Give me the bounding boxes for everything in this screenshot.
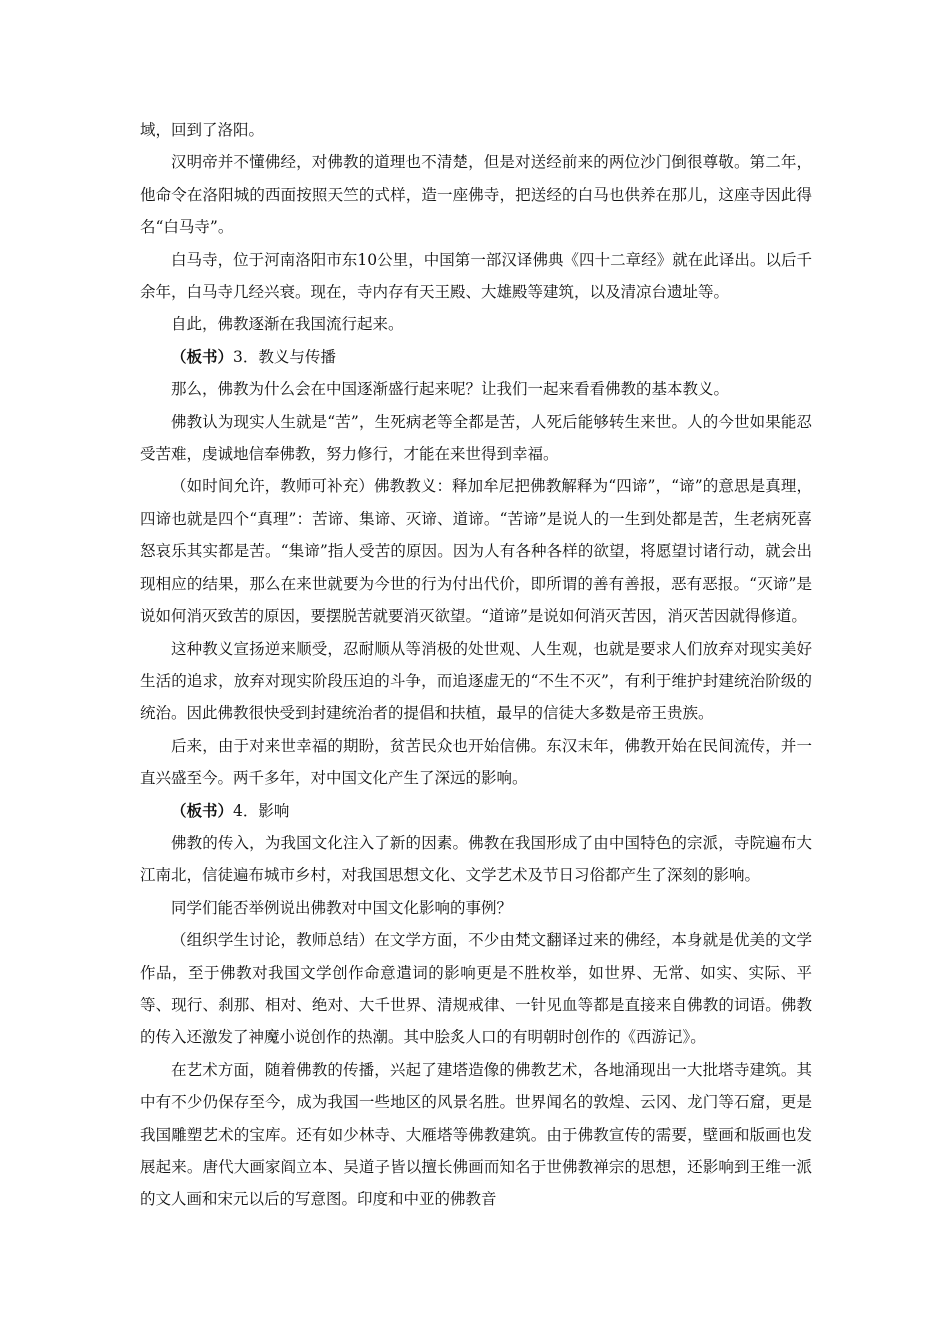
paragraph-literature: （组织学生讨论，教师总结）在文学方面，不少由梵文翻译过来的佛经，本身就是优美的文学作品，至于佛教对我国文学创作命意遣词的影响更是不胜枚举，如世界、无常、如实、实际、平等、现行、刹那、相对、绝对、大千世界、清规戒律、一针见血等都是直接来自佛教的词语。佛教的传入还激发了神魔小说创作的热潮。其中脍炙人口的有明朝时创作的《西游记》。 [140, 931, 812, 1047]
paragraph-art: 在艺术方面，随着佛教的传播，兴起了建塔造像的佛教艺术，各地涌现出一大批塔寺建筑。其中有不少仍保存至今，成为我国一些地区的风景名胜。世界闻名的敦煌、云冈、龙门等石窟，更是我国雕塑艺术的宝库。还有如少林寺、大雁塔等佛教建筑。由于佛教宣传的需要，壁画和版画也发展起来。唐代大画家阎立本、吴道子皆以擅长佛画而知名于世佛教禅宗的思想，还影响到王维一派的文人画和宋元以后的写意图。印度和中亚的佛教音 [140, 1060, 812, 1209]
paragraph-white-horse-temple-origin: 汉明帝并不懂佛经，对佛教的道理也不清楚，但是对送经前来的两位沙门倒很尊敬。第二年，他命令在洛阳城的西面按照天竺的式样，造一座佛寺，把送经的白马也供养在那儿，这座寺因此得名“白马寺”。 [140, 153, 812, 237]
paragraph-influence-intro: 佛教的传入，为我国文化注入了新的因素。佛教在我国形成了由中国特色的宗派，寺院遍布大江南北，信徒遍布城市乡村，对我国思想文化、文学艺术及节日习俗都产生了深刻的影响。 [140, 833, 812, 885]
document-page [140, 114, 812, 1216]
paragraph-white-horse-temple-location: 白马寺，位于河南洛阳市东10公里，中国第一部汉译佛典《四十二章经》就在此译出。以后千余年，白马寺几经兴衰。现在，寺内存有天王殿、大雄殿等建筑，以及清凉台遗址等。 [140, 250, 812, 302]
section-title: 4．影响 [233, 801, 290, 820]
paragraph-question: 同学们能否举例说出佛教对中国文化影响的事例？ [171, 898, 513, 917]
paragraph-buddhism-spread: 自此，佛教逐渐在我国流行起来。 [171, 315, 404, 334]
paragraph-suffering: 佛教认为现实人生就是“苦”，生死病老等全都是苦，人死后能够转生来世。人的今世如果能忍受苦难，虔诚地信奉佛教，努力修行，才能在来世得到幸福。 [140, 412, 812, 464]
paragraph-commoners: 后来，由于对来世幸福的期盼，贫苦民众也开始信佛。东汉末年，佛教开始在民间流传，并一直兴盛至今。两千多年，对中国文化产生了深远的影响。 [140, 736, 812, 788]
paragraph-four-truths: （如时间允许，教师可补充）佛教教义：释加牟尼把佛教解释为“四谛”，“谛”的意思是真理，四谛也就是四个“真理”：苦谛、集谛、灭谛、道谛。“苦谛”是说人的一生到处都是苦，生老病死喜怒哀乐其实都是苦。“集谛”指人受苦的原因。因为人有各种各样的欲望，将愿望讨诸行动，就会出现相应的结果，那么在来世就要为今世的行为付出代价，即所谓的善有善报，恶有恶报。“灭谛”是说如何消灭致苦的原因，要摆脱苦就要消灭欲望。“道谛”是说如何消灭苦因，消灭苦因就得修道。 [140, 477, 812, 626]
board-note-label: （板书） [171, 800, 234, 820]
paragraph-why-popular: 那么，佛教为什么会在中国逐渐盛行起来呢？让我们一起来看看佛教的基本教义。 [171, 380, 730, 399]
section-heading-influence [140, 795, 812, 827]
paragraph-continued: 域，回到了洛阳。 [140, 121, 265, 139]
board-note-label: （板书） [171, 346, 234, 366]
paragraph-doctrine-effect: 这种教义宣扬逆来顺受，忍耐顺从等消极的处世观、人生观，也就是要求人们放弃对现实美好生活的追求，放弃对现实阶段压迫的斗争，而追逐虚无的“不生不灭”，有利于维护封建统治阶级的统治。因此佛教很快受到封建统治者的提倡和扶植，最早的信徒大多数是帝王贵族。 [140, 639, 812, 723]
section-heading-doctrine [140, 341, 812, 373]
section-title: 3．教义与传播 [233, 347, 336, 366]
